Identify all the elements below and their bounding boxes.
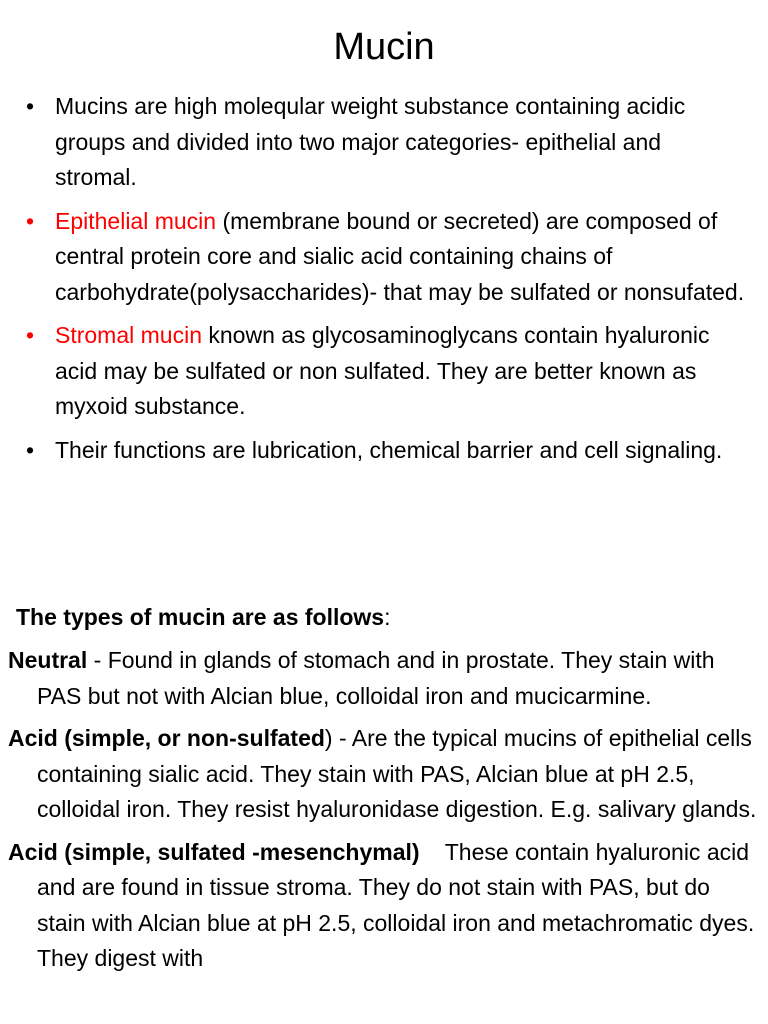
bullet-highlight: Stromal mucin	[55, 322, 202, 348]
bullet-item-stromal-mucin	[26, 318, 746, 425]
mucin-types-list	[8, 643, 761, 984]
type-item-neutral	[8, 643, 758, 714]
bullet-item-epithelial-mucin	[26, 204, 746, 311]
type-name: Acid (simple, or non-sulfated	[8, 725, 325, 751]
type-name: Acid (simple, sulfated -mesenchymal)	[8, 838, 420, 865]
slide-title: Mucin	[333, 26, 435, 68]
bullet-highlight: Epithelial mucin	[55, 207, 217, 234]
bullet-text: Mucins are high moleqular weight substance containing acidic groups and divided into two major categories- epithelial and stromal.	[55, 93, 686, 190]
bullet-item-mucins	[26, 89, 746, 196]
bullet-dot-icon: •	[26, 93, 35, 119]
bullet-dot-icon: •	[26, 322, 35, 348]
bullet-dot-icon: •	[26, 207, 35, 234]
type-item-acid-non-sulfated	[8, 721, 758, 828]
bullet-text: Their functions are lubrication, chemical barrier and cell signaling.	[55, 436, 723, 463]
bullet-text: (membrane bound or secreted) are composed of central protein core and sialic acid containing chains of carbohydrate(polysaccharides)- that may be sulfated or nonsufated.	[55, 207, 745, 305]
type-text: - Found in glands of stomach and in prostate. They stain with PAS but not with Alcian blue, colloidal iron and mucicarmine.	[37, 647, 715, 709]
type-item-acid-sulfated-mesenchymal	[8, 835, 761, 977]
type-text: These contain hyaluronic acid and are found in tissue stroma. They do not stain with PAS, but do stain with Alcian blue at pH 2.5, colloidal iron and metachromatic dyes. They digest with	[37, 838, 761, 971]
types-heading	[16, 600, 390, 636]
bullet-item-functions	[26, 433, 746, 469]
bullet-text: known as glycosaminoglycans contain hyaluronic acid may be sulfated or non sulfated. They are better known as myxoid substance.	[55, 322, 710, 419]
types-heading-bold: The types of mucin are as follows	[16, 604, 385, 630]
type-name: Neutral	[8, 647, 88, 673]
bullet-list	[26, 89, 746, 476]
types-heading-suffix: :	[384, 604, 391, 630]
type-text: ) - Are the typical mucins of epithelial cells containing sialic acid. They stain with PAS, Alcian blue at pH 2.5, colloidal iron. They resist hyaluronidase digestion. E.g. salivary glands.	[37, 725, 757, 822]
bullet-dot-icon: •	[26, 436, 35, 463]
